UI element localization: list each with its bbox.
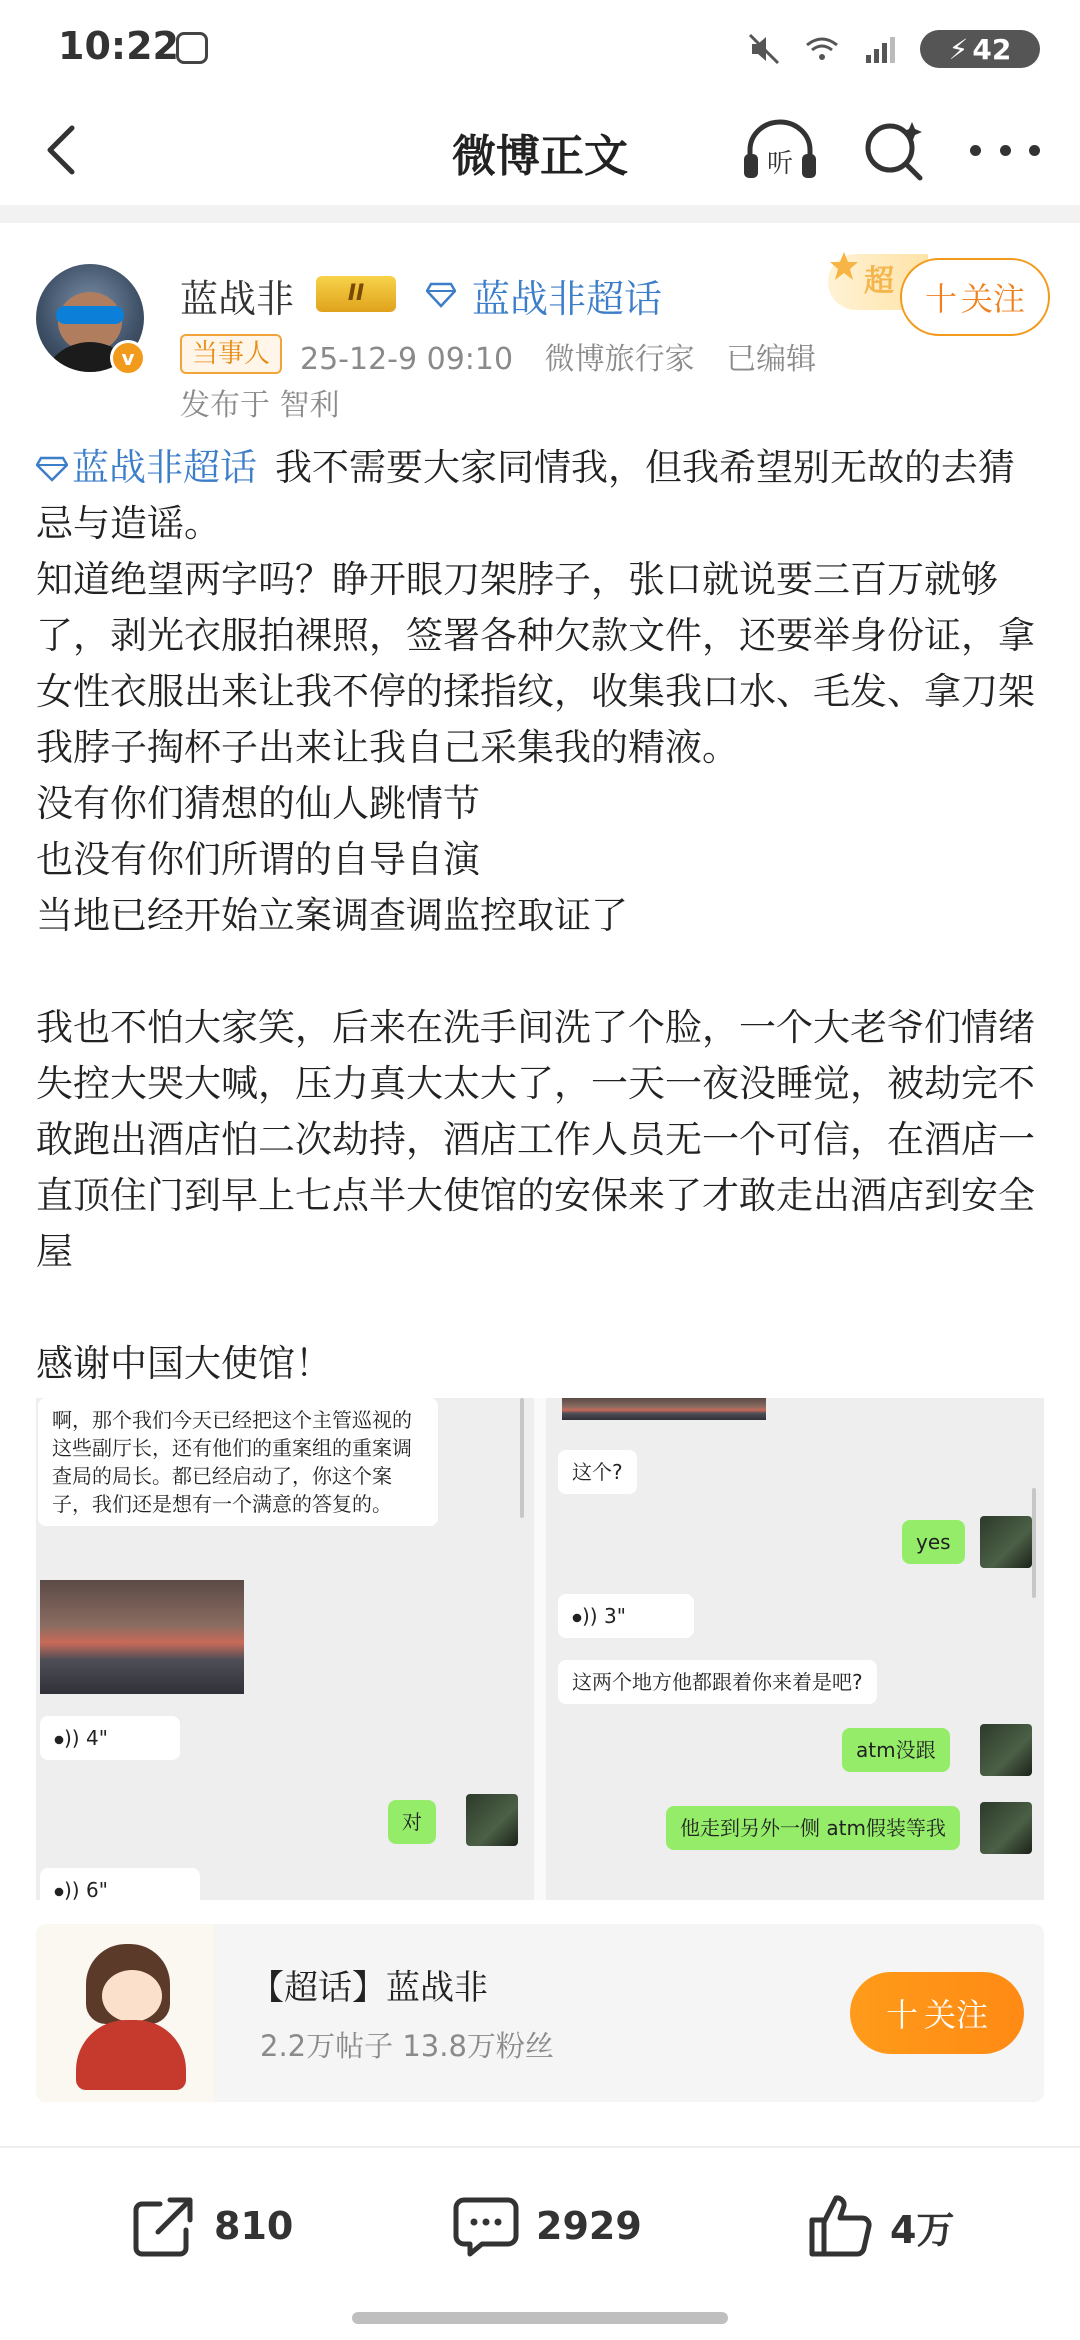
- post-text: 我不需要大家同情我，但我希望别无故的去猜忌与造谣。: [36, 446, 1015, 545]
- author-name[interactable]: 蓝战非: [180, 277, 295, 321]
- supertopic-follow-button[interactable]: [850, 1972, 1024, 2054]
- chat-bubble-sent: atm没跟: [842, 1728, 950, 1772]
- chat-bubble: 啊，那个我们今天已经把这个主管巡视的这些副厅长，还有他们的重案组的重案调查局的局长。都已经启动了，你这个案子，我们还是想有一个满意的答复的。: [38, 1398, 438, 1526]
- repost-count: 810: [214, 2204, 294, 2248]
- action-bar: [0, 2146, 1080, 2296]
- status-time: 10:22: [58, 24, 179, 68]
- voice-duration: 4": [85, 1726, 108, 1750]
- voice-icon: ⦁)): [54, 1726, 86, 1750]
- battery-level: 42: [972, 32, 1012, 66]
- post-image[interactable]: [36, 1398, 1044, 1900]
- plus-icon: 十: [885, 1996, 918, 2034]
- voice-message: [558, 1594, 694, 1638]
- diamond-icon: [36, 456, 68, 482]
- supertopic-card[interactable]: [36, 1924, 1044, 2102]
- follow-label: 关注: [961, 280, 1026, 318]
- scrollbar: [1032, 1488, 1036, 1598]
- chat-bubble-sent: yes: [902, 1520, 965, 1564]
- post-meta: [300, 334, 838, 378]
- voice-icon: ⦁)): [54, 1878, 86, 1900]
- voice-icon: ⦁)): [572, 1604, 604, 1628]
- post-paragraph: 知道绝望两字吗？睁开眼刀架脖子，张口就说要三百万就够了，剥光衣服拍裸照，签署各种欠款文件，还要举身份证，拿女性衣服出来让我不停的揉指纹，收集我口水、毛发、拿刀架我脖子掏杯子出来让我自己采集我的精液。: [36, 558, 1035, 769]
- chat-bubble: 这两个地方他都跟着你来着是吧?: [558, 1660, 877, 1704]
- post-paragraph: 我也不怕大家笑，后来在洗手间洗了个脸，一个大老爷们情绪失控大哭大喊，压力真大太大了，一天一夜没睡觉，被劫完不敢跑出酒店怕二次劫持，酒店工作人员无一个可信，在酒店一直顶住门到早上七点半大使馆的安保来了才敢走出酒店到安全屋: [36, 1006, 1035, 1273]
- repost-button[interactable]: [130, 2192, 293, 2260]
- post-source[interactable]: 微博旅行家: [544, 342, 695, 377]
- plus-icon: 十: [924, 280, 957, 318]
- post-paragraph: 没有你们猜想的仙人跳情节: [36, 782, 480, 825]
- post-date: 25-12-9 09:10: [300, 342, 514, 377]
- more-icon[interactable]: [970, 120, 1040, 180]
- page-title: 微博正文: [452, 131, 628, 182]
- like-button[interactable]: [806, 2192, 954, 2260]
- status-icons: [746, 30, 1040, 68]
- post-paragraph: [36, 944, 1046, 1000]
- voice-message: [40, 1868, 200, 1900]
- edited-label[interactable]: 已编辑: [726, 342, 817, 377]
- post-paragraph: 当地已经开始立案调查调监控取证了: [36, 894, 628, 937]
- post-paragraph: 感谢中国大使馆！: [36, 1342, 332, 1385]
- follow-label: 关注: [924, 1996, 989, 2034]
- supertopic-title: 【超话】蓝战非: [250, 1968, 488, 2008]
- screenshot-icon: [176, 32, 208, 64]
- hashtag-link[interactable]: [36, 446, 257, 489]
- nav-bar: [0, 100, 1080, 205]
- post-body: [36, 440, 1046, 1392]
- comment-count: 2929: [536, 2204, 642, 2248]
- supertopic-stats: 2.2万帖子 13.8万粉丝: [260, 2029, 554, 2063]
- comment-button[interactable]: [452, 2192, 642, 2260]
- post-paragraph: [36, 1280, 1046, 1336]
- vip-level-badge[interactable]: II: [316, 276, 396, 312]
- section-divider: [0, 205, 1080, 223]
- mute-icon: [746, 31, 782, 67]
- diamond-icon: [426, 282, 456, 308]
- voice-duration: 3": [603, 1604, 626, 1628]
- chat-avatar: [980, 1516, 1032, 1568]
- status-bar: [0, 0, 1080, 100]
- post-paragraph: 也没有你们所谓的自导自演: [36, 838, 480, 881]
- charging-icon: ⚡: [948, 32, 969, 66]
- repost-icon: [130, 2192, 198, 2260]
- follow-button[interactable]: [900, 258, 1050, 336]
- image-divider: [534, 1398, 546, 1900]
- supertopic-link[interactable]: 蓝战非超话: [472, 277, 663, 321]
- listen-icon[interactable]: [740, 118, 820, 184]
- chat-photo: [562, 1398, 766, 1420]
- hashtag-text[interactable]: 蓝战非超话: [72, 446, 257, 489]
- like-count: 4万: [890, 2207, 955, 2252]
- scrollbar: [520, 1398, 524, 1518]
- chat-avatar: [980, 1724, 1032, 1776]
- chat-screenshot-right: [546, 1398, 1044, 1900]
- voice-message: [40, 1716, 180, 1760]
- chat-bubble-sent: 他走到另外一侧 atm假装等我: [666, 1806, 960, 1850]
- super-badge: 超: [828, 254, 928, 310]
- post-paragraph: [36, 440, 1046, 552]
- thumbs-up-icon: [806, 2192, 874, 2260]
- comment-icon: [452, 2192, 520, 2260]
- star-icon: [828, 250, 860, 282]
- chat-avatar: [980, 1802, 1032, 1854]
- battery-indicator: [920, 30, 1040, 68]
- voice-duration: 6": [85, 1878, 108, 1900]
- chat-bubble: 这个?: [558, 1450, 637, 1494]
- posted-location: 发布于 智利: [180, 388, 340, 423]
- role-badge: 当事人: [180, 334, 282, 374]
- signal-icon: [862, 31, 898, 67]
- search-icon[interactable]: [862, 118, 928, 184]
- svg-text:听: 听: [766, 149, 794, 179]
- verified-icon: v: [110, 340, 146, 376]
- chat-avatar: [466, 1794, 518, 1846]
- chat-photo: [40, 1580, 244, 1694]
- supertopic-thumbnail: [36, 1924, 214, 2102]
- chat-screenshot-left: [36, 1398, 534, 1900]
- wifi-icon: [804, 31, 840, 67]
- home-indicator[interactable]: [352, 2312, 728, 2324]
- chat-bubble-sent: 对: [388, 1800, 436, 1844]
